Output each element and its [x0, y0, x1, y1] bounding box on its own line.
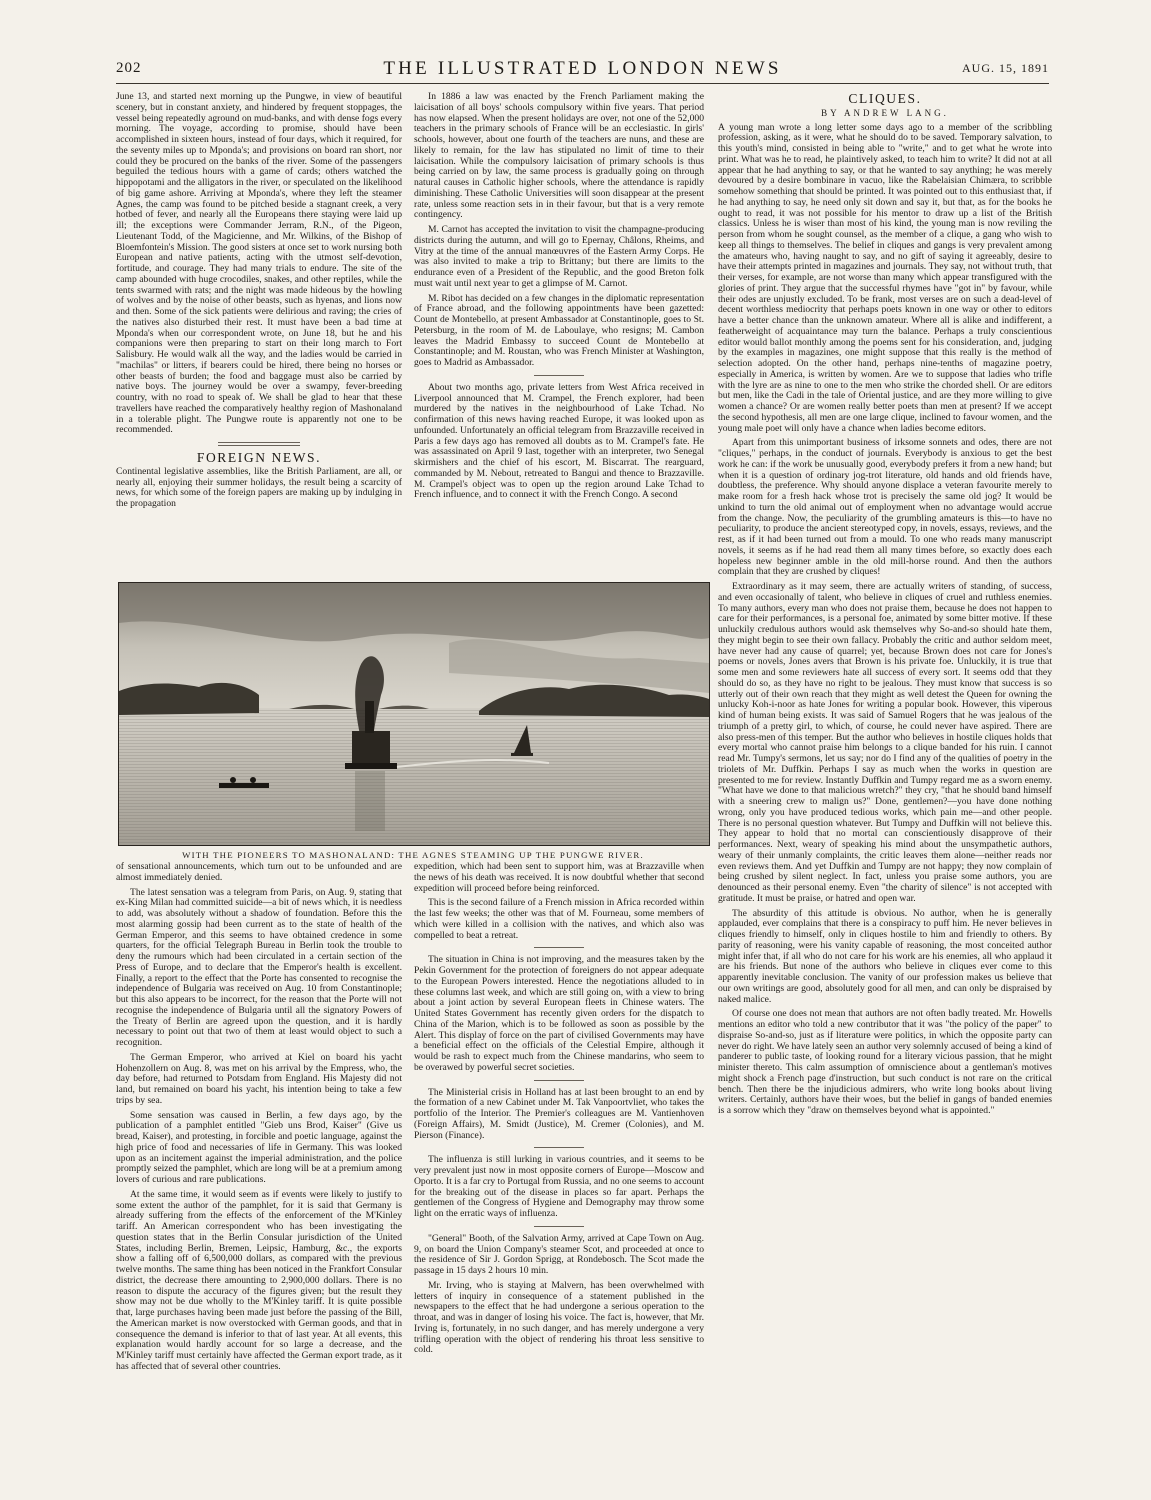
article-paragraph: About two months ago, private letters from West Africa received in Liverpool announced that M. Crampel, the French explorer, had been murdered by the natives in the neighbourhood of Lake Tchad. No confirmation of this news having reached Europe, it was looked upon as unfounded. Unfortunately an official telegram from Brazzaville received in Paris a few days ago has removed all doubts as to M. Crampel's fate. He was assassinated on April 9 last, together with an interpreter, two Senegal skirmishers and the chief of his escort, M. Biscarrat. The rearguard, commanded by M. Nebout, retreated to Bangui and thence to Brazzaville. M. Crampel's object was to open up the region around Lake Tchad to French influence, and to connect it with the French Congo. A second — [414, 381, 704, 501]
byline: BY ANDREW LANG. — [821, 107, 949, 118]
article-paragraph: M. Carnot has accepted the invitation to visit the champagne-producing districts during the autumn, and will go to Epernay, Châlons, Rheims, and Vitry at the time of the annual manœuvres of the Eastern Army Corps. He was also invited to make a trip to Brittany; but there are limits to the endurance even of a President of the Republic, and the good Breton folk must wait until next year to get a glimpse of M. Carnot. — [414, 224, 704, 289]
article-paragraph: Continental legislative assemblies, like the British Parliament, are all, or nearly all, enjoying their summer holidays, the result being a scarcity of news, for which some of the foreign papers are making up by indulging in the propagation — [116, 465, 402, 509]
article-paragraph: The German Emperor, who arrived at Kiel on board his yacht Hohenzollern on Aug. 8, was met on his arrival by the Empress, who, the day before, had returned to Potsdam from England. His Majesty did not land, but remained on board his yacht, his intention being to take a few trips by sea. — [116, 1051, 402, 1106]
article-paragraph: The latest sensation was a telegram from Paris, on Aug. 9, stating that ex-King Milan had committed suicide—a bit of news which, it is needless to add, was absolutely without a shadow of foundation. Before this the most alarming gossip had been current as to the state of health of the German Emperor, and this seems to have obtained credence in some quarters, for the official Telegraph Bureau in Berlin took the trouble to deny the rumours which had been circulated in a certain section of the Press of Europe, and to declare that the Emperor's health is excellent. Finally, a report to the effect that the Porte has consented to recognise the independence of Bulgaria was received on Aug. 10 from Constantinople; but this also appears to be incorrect, for the reason that the Porte will not recognise the independence of Bulgaria until all the signatory Powers of the Treaty of Berlin are agreed upon the question, and it is hardly necessary to point out that two of them at least would object to such a recognition. — [116, 886, 402, 1048]
article-paragraph: The absurdity of this attitude is obvious. No author, when he is generally applauded, ever complains that there is a conspiracy to puff him. He never believes in cliques friendly to himself, only in cliques hostile to him and friendly to others. By parity of reasoning, were his vanity capable of reasoning, the most conceited author might infer that, if all who do not care for his work are his enemies, all who applaud it are his friends. But none of the authors who believe in cliques ever come to this apparently inevitable conclusion. The vanity of our profession makes us believe that our own writings are good, absolutely good for all men, and can only be dispraised by naked malice. — [718, 907, 1052, 1005]
illustration-caption: WITH THE PIONEERS TO MASHONALAND: THE AGNES STEAMING UP THE PUNGWE RIVER. — [182, 850, 644, 860]
river-scene-engraving — [119, 583, 709, 845]
section-divider — [534, 947, 584, 948]
article-paragraph: The influenza is still lurking in various countries, and it seems to be very prevalent just now in most opposite corners of Europe—Moscow and Oporto. It is a far cry to Portugal from Russia, and no one seems to account for the breaking out of the disease in places so far apart. Perhaps the gentlemen of the Congress of Hygiene and Demography may throw some light on the erratic ways of influenza. — [414, 1154, 704, 1219]
masthead — [116, 60, 1049, 82]
column-1 — [116, 91, 402, 509]
canoe — [219, 783, 269, 788]
article-paragraph: Mr. Irving, who is staying at Malvern, has been overwhelmed with letters of inquiry in consequence of a statement published in the newspapers to the effect that he had undergone a serious operation to the throat, and was in danger of losing his voice. The fact is, however, that Mr. Irving is, fortunately, in no such danger, and has merely undergone a very trifling operation with the object of rendering his throat less sensitive to cold. — [414, 1279, 704, 1356]
article-paragraph: Of course one does not mean that authors are not often badly treated. Mr. Howells mentions an editor who told a new contributor that it was "the policy of the paper" to dispraise So-and-so, just as if literature were politics, in which the opposite party can never do right. We have lately seen an author very solemnly accused of being a kind of panderer to public taste, of looking round for a literary vicious passion, that he might minister thereto. This calm assumption of omniscience about a gentleman's motives might shock a French page d'instruction, but such conduct is not rare on the critical bench. Then there be the injudicious admirers, who write long books about living writers. Certainly, authors have their woes, but the belief in gangs of banded enemies is a sorrow which they "draw on themselves beyond what is appointed." — [718, 1008, 1052, 1116]
issue-date: AUG. 15, 1891 — [962, 61, 1049, 75]
sailboat-hull — [511, 753, 533, 756]
article-paragraph: Some sensation was caused in Berlin, a few days ago, by the publication of a pamphlet entitled "Gieb uns Brod, Kaiser" (Give us bread, Kaiser), and protesting, in forcible and poetic language, against the high price of food and necessaries of life in Germany. This was looked upon as an incitement against the imperial administration, and the police promptly seized the pamphlet, which are long will be at a premium among lovers of curious and rare publications. — [116, 1109, 402, 1185]
article-paragraph: In 1886 a law was enacted by the French Parliament making the laicisation of all boys' schools compulsory within five years. That period has now elapsed. When the present holidays are over, not one of the 52,000 teachers in the primary schools of France will be an ecclesiastic. In girls' schools, however, about one fourth of the teachers are nuns, and these are likely to remain, for the law has stipulated no limit of time to their laicisation. While the compulsory laicisation of primary schools is thus being carried on by law, the same process is gradually going on through natural causes in Catholic higher schools, where the attendance is rapidly diminishing. These Catholic Universities will soon disappear at the present rate, unless some reaction sets in in their favour, but that is a very remote contingency. — [414, 91, 704, 221]
section-heading-foreign-news: FOREIGN NEWS. — [196, 450, 322, 465]
masthead-rule — [116, 83, 1049, 84]
article-paragraph: M. Ribot has decided on a few changes in the diplomatic representation of France abroad, and the following appointments have been gazetted: Count de Montebello, at present Ambassador at Constantinople, goes to St. Petersburg, in the room of M. de Laboulaye, who resigns; M. Cambon leaves the Madrid Embassy to succeed Count de Montebello at Constantinople; and M. Roustan, who was French Minister at Washington, goes to Madrid as Ambassador. — [414, 292, 704, 368]
article-heading-cliques: CLIQUES. — [848, 91, 922, 106]
steamer-agnes — [352, 731, 390, 765]
article-paragraph: A young man wrote a long letter some days ago to a member of the scribbling profession, asking, as it were, what he should do to be saved. Temporary salvation, to this youth's mind, consisted in being able to "write," and to get what he wrote into print. What was he to read, he plaintively asked, to teach him to write? It did not at all appear that he had anything to say, or that he wanted to say anything; he was merely devoured by a desire bombinare in vacuo, like the Rabelaisian Chimæra, to scribble somehow something that should be printed. It was pointed out to this enthusiast that, if he had anything to say, he need only sit down and say it, but that, as for the books he ought to read, it was not possible for his mentor to draw up a list of the British classics. Unless he is wiser than most of his kind, the young man is now reviling the person from whom he sought counsel, as the member of a clique, a gang who wish to keep all things to themselves. The belief in cliques and gangs is very prevalent among the amateurs who, having naught to say, and no gift of saying it agreeably, desire to have their attempts printed in magazines and journals. They say, not without truth, that their verses, for example, are not worse than many which appear transfigured with the glories of print. They argue that the successful rhymes have "got in" by favour, while their odes are unjustly excluded. To be frank, most verses are on such a dead-level of decent worthless mediocrity that perhaps poets known in one way or other to editors have a better chance than the unknown amateur. Where all is alike and indifferent, a featherweight of acquaintance may turn the balance. Perhaps a truly conscientious editor would ballot monthly among the poems sent for his consideration, and, judging by the examples in magazines, one might suppose that this really is the method of selection adopted. On the other hand, perhaps nine-tenths of magazine poetry, especially in America, is written by women. Are we to suppose that ladies who trifle with the lyre are as nine to one to the men who strike the chorded shell. Or are editors but men, like the Cadi in the tale of Oriental justice, and are they more willing to give women a chance? Or are women really better poets than men at present? If we accept the second hypothesis, all men are one large clique, inclined to favour women, and the young male poet will only have a chance when ladies become editors. — [718, 121, 1052, 434]
section-divider — [218, 442, 300, 446]
article-paragraph: This is the second failure of a French mission in Africa recorded within the last few weeks; the other was that of M. Fourneau, some members of which were killed in a collision with the natives, and which also was compelled to beat a retreat. — [414, 897, 704, 941]
steamer-hull — [345, 763, 397, 769]
article-paragraph: The situation in China is not improving, and the measures taken by the Pekin Government for the protection of foreigners do not appear adequate to the European Powers interested. Hence the negotiations alluded to in these columns last week, and which are still going on, with a view to bring about a joint action by several European fleets in Chinese waters. The United States Government has recently given orders for the dispatch to China of the Marion, which is to be followed as soon as possible by the Alert. This display of force on the part of civilised Governments may have a beneficial effect on the officials of the Celestial Empire, although it would be rash to expect much from the Chinese mandarins, who seem to be overawed by powerful secret societies. — [414, 954, 704, 1073]
steamer-funnel — [365, 701, 374, 733]
page-number: 202 — [116, 60, 142, 76]
section-divider — [534, 375, 584, 376]
steamer-reflection — [355, 771, 385, 831]
canoe-rower — [230, 777, 236, 783]
section-divider — [534, 1147, 584, 1148]
left-wooded-shore — [119, 683, 259, 715]
article-paragraph: At the same time, it would seem as if events were likely to justify to some extent the author of the pamphlet, for it is said that Germany is already suffering from the effects of the enforcement of the M'Kinley tariff. An American correspondent who has been investigating the question states that in the Berlin Consular jurisdiction of the United States, including Berlin, Bremen, Leipsic, Hamburg, &c., the exports show a falling off of 6,500,000 dollars, as compared with the previous twelve months. The same thing has been noticed in the Frankfort Consular district, the decrease there amounting to 2,900,000 dollars. There is no reason to dispute the accuracy of the figures given; but the result they show may not be due wholly to the M'Kinley tariff. It is quite possible that, large purchases having been made just before the passing of the Bill, the American market is now overstocked with German goods, and that in consequence the demand is inferior to that of last year. At all events, this explanation would hardly account for so large a decrease, and the M'Kinley tariff must certainly have affected the German export trade, as it has affected that of several other countries. — [116, 1188, 402, 1372]
column-4 — [116, 862, 402, 1484]
column-2 — [414, 92, 704, 582]
article-paragraph: The Ministerial crisis in Holland has at last been brought to an end by the formation of a new Cabinet under M. Tak Vanpoortvliet, who takes the portfolio of the Interior. The Premier's colleagues are M. Vantienhoven (Foreign Affairs), M. Smidt (Justice), M. Cremer (Colonies), and M. Pierson (Finance). — [414, 1086, 704, 1141]
water-hatching — [119, 708, 709, 845]
canoe-rower — [250, 777, 256, 783]
section-divider — [534, 1080, 584, 1081]
article-paragraph: Extraordinary as it may seem, there are actually writers of standing, of success, and even occasionally of talent, who believe in cliques of cruel and ruthless enemies. To many authors, every man who does not praise them, because he does not happen to care for their performances, is a personal foe, animated by some bitter motive. If these unluckily credulous authors would ask themselves why So-and-so should hate them, they might begin to see their own fallacy. Probably the critic and author seldom meet, have never had any cause of quarrel; yet, because Brown does not care for Jones's poems or novels, Jones avers that Brown is his private foe. Unluckily, it is true that some men and some reviewers hate all success of every sort. It seems odd that they should do so, as they have no right to be jealous. They must know that success is so utterly out of their own reach that they might as well detest the Queen for owning the unlucky Koh-i-noor as hate Jones for writing a popular book. However, this viperous kind of human being exists. It was said of Samuel Rogers that he was jealous of the triumph of a pretty girl, to which, of course, he could never have aspired. There are also press-men of this temper. But the author who believes in hostile cliques holds that every mortal who cannot praise him belongs to a clique banded for his ruin. I cannot read Mr. Tumpy's sermons, let us say; nor do I find any of the qualities of poetry in the triolets of Mr. Duffkin. Perhaps I say as much when the works in question are presented to me for review. Instantly Duffkin and Tumpy regard me as a sworn enemy. "What have we done to that malicious wretch?" they cry, "that he should band himself with a sneering crew to malign us?" Done, gentlemen?—you have done nothing wrong, only you have produced tedious works, which pain me—and other people. There is no personal question whatever. But Tumpy and Duffkin will not believe this. They appear to hold that no mortal can conscientiously disapprove of their performances. Next, weary of speaking his mind about the unsympathetic authors, weary of their unmanly complaints, the critic leaves them alone—neither reads nor even reviews them. And yet Duffkin and Tumpy are not happy; they now complain of being crushed by silent neglect. In fact, unless you praise some authors, you are denounced as their personal enemy. Even "the charity of silence" is not accepted with gratitude. It must be praise, or hatred and open war. — [718, 581, 1052, 904]
article-paragraph: Apart from this unimportant business of irksome sonnets and odes, there are not "cliques," perhaps, in the conduct of journals. Everybody is anxious to get the best work he can: if the work be unusually good, everybody prefers it from a new hand; but when it is a question of ordinary jog-trot literature, old hands and old friends have, doubtless, the preference. Why should anyone displace a veteran favourite merely to make room for a fresh hack whose trot is precisely the same old jog? It would be unkind to turn the old animal out of employment when no advantage would accrue from the change. Now, the peculiarity of the grumbling amateurs is this—to have no peculiarity, to produce the ancient stereotyped copy, in novels, essays, reviews, and the rest, as if it had been turned out from a mould. To one who reads many manuscript novels, it seems as if he had read them all many times before, so exactly does each hopeless new beginner amble in the old mill-horse round. And then the authors complain that they are crushed by cliques! — [718, 437, 1052, 578]
newspaper-title: THE ILLUSTRATED LONDON NEWS — [383, 58, 782, 79]
article-paragraph: expedition, which had been sent to support him, was at Brazzaville when the news of his death was received. It is now doubtful whether that second expedition will proceed before being reinforced. — [414, 861, 704, 894]
article-paragraph: of sensational announcements, which turn out to be unfounded and are almost immediately denied. — [116, 861, 402, 883]
engraving-illustration — [118, 582, 710, 846]
article-paragraph: "General" Booth, of the Salvation Army, arrived at Cape Town on Aug. 9, on board the Union Company's steamer Scot, and proceeded at once to the residence of Sir J. Gordon Sprigg, at Rondebosch. The Scot made the passage in 15 days 2 hours 10 min. — [414, 1232, 704, 1276]
column-5 — [414, 862, 704, 1484]
article-paragraph: June 13, and started next morning up the Pungwe, in view of beautiful scenery, but in constant anxiety, and hindered by frequent stoppages, the vessel being repeatedly aground on mud-banks, and with dense fogs every morning. The voyage, according to promise, should have been accomplished in sixteen hours, instead of four days, which it required, for the seventy miles up to Mponda's; and provisions on board ran short, nor could they be procured on the banks of the river. Some of the passengers beguiled the tedious hours with a game of cards; others watched the hippopotami and the alligators in the river, or speculated on the likelihood of big game ashore. Arriving at Mponda's, where they left the steamer Agnes, the camp was found to be pitched beside a stagnant creek, a very hotbed of fever, and nearly all the Europeans there staying were laid up ill; the exceptions were Commander Jerram, R.N., of the Pigeon, Lieutenant Todd, of the Magicienne, and Mr. Wilkins, of the Bishop of Bloemfontein's Mission. The good sisters at once set to work nursing both European and native patients, acting with the utmost self-devotion, fortitude, and courage. They had many trials to endure. The site of the camp abounded with huge crocodiles, snakes, and other reptiles, while the tents swarmed with rats; and the night was made hideous by the howling of wolves and by the noise of other beasts, such as hyenas, and lions now and then. Some of the sick patients were delirious and raving; the cries of the natives also disturbed their rest. It must have been a bad time at Mponda's when our correspondent wrote, on June 18, but he and his companions were then preparing to start on their long march to Fort Salisbury. He would walk all the way, and the ladies would be carried in "machilas" or litters, if bearers could be hired, there being no horses or other beasts of burden; the food and baggage must also be carried by native boys. The journey would be over a swampy, fever-breeding country, with no road to speak of. We shall be glad to hear that these travellers have reached the comparatively healthy region of Mashonaland in a tolerable plight. The Pungwe route is apparently not one to be recommended. — [116, 91, 402, 436]
column-3 — [718, 92, 1052, 1482]
section-divider — [534, 1226, 584, 1227]
